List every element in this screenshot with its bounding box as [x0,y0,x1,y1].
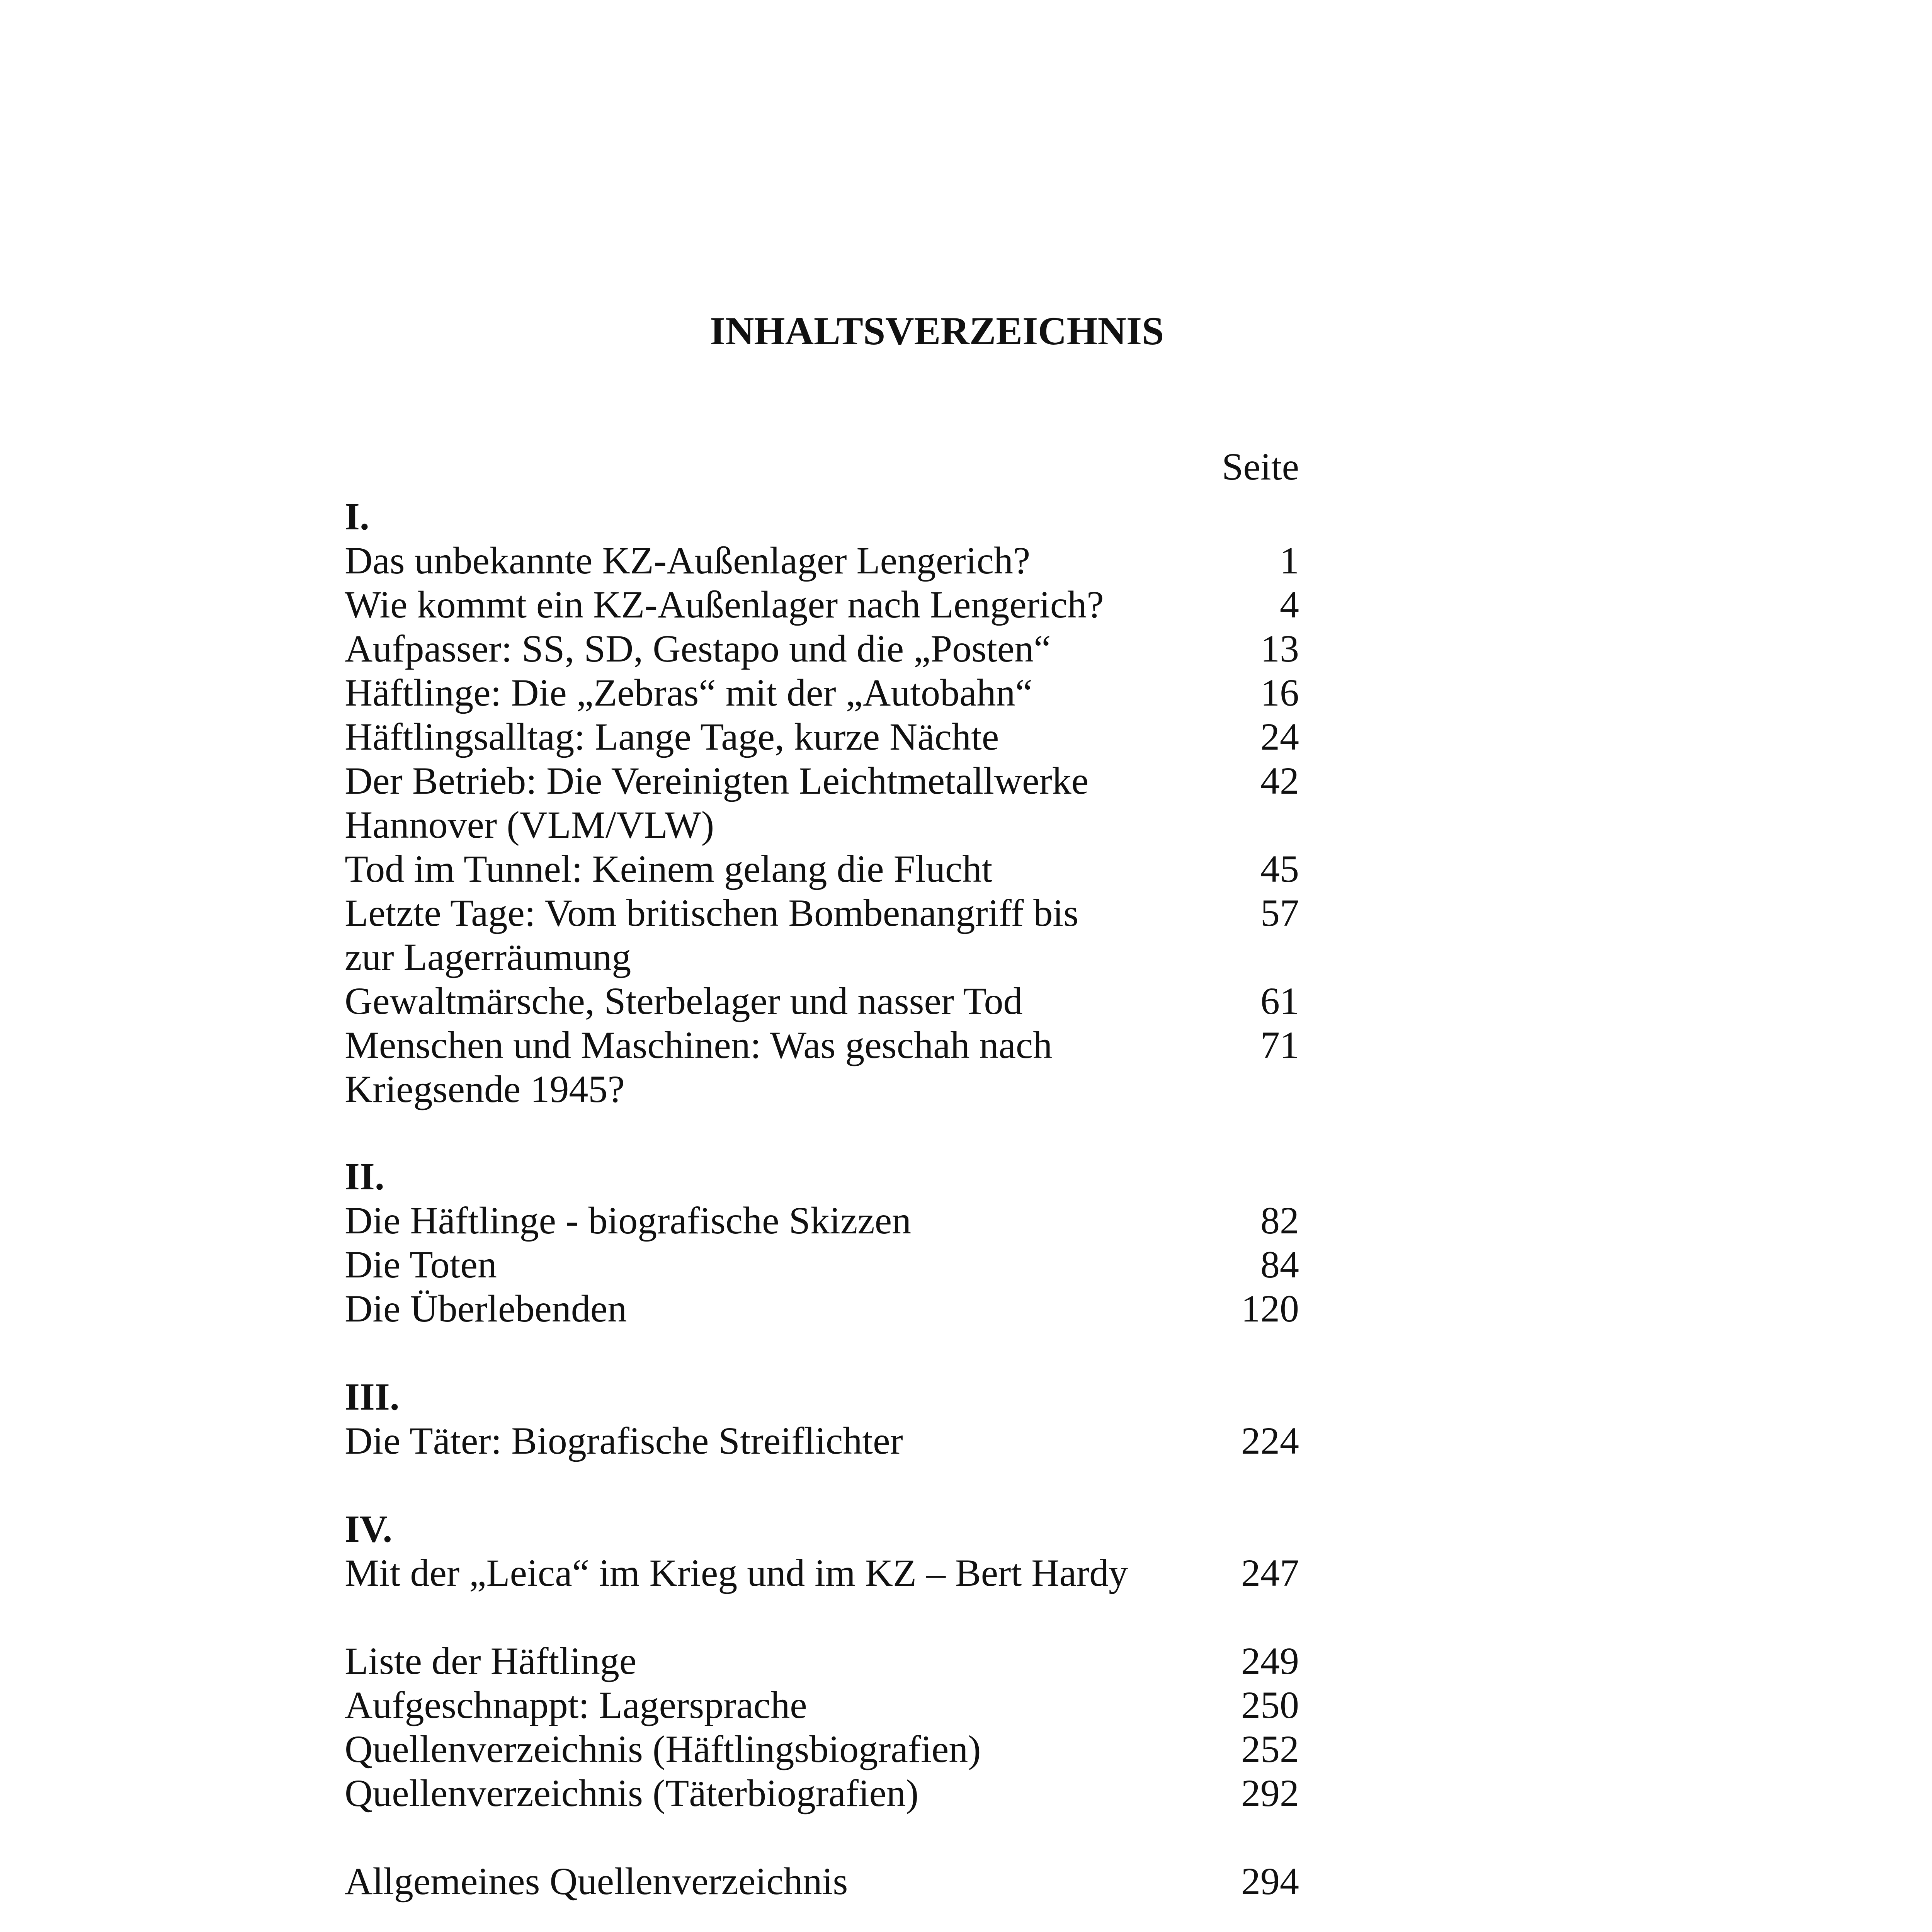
entry-page-number: 224 [1241,1419,1299,1462]
page-column-label: Seite [1222,445,1299,488]
toc-entry[interactable] [345,1023,1299,1111]
entry-page-number: 120 [1241,1287,1299,1330]
entry-title: Allgemeines Quellenverzeichnis [345,1860,848,1903]
entry-title: Aufpasser: SS, SD, Gestapo und die „Posten“ [345,627,1051,670]
entry-title: Quellenverzeichnis (Täterbiografien) [345,1772,919,1815]
toc-entry[interactable] [345,759,1299,847]
section-heading: III. [345,1375,400,1418]
entry-page-number: 294 [1241,1860,1299,1903]
entry-title: Die Täter: Biografische Streiflichter [345,1419,903,1462]
entry-title: Der Betrieb: Die Vereinigten Leichtmetallwerke Hannover (VLM/VLW) [345,759,1089,846]
toc-final-group [345,1859,1299,1903]
entry-title: Quellenverzeichnis (Häftlingsbiografien) [345,1728,981,1770]
toc-appendix-group [345,1639,1299,1815]
toc-entry[interactable] [345,671,1299,715]
entry-title: Die Toten [345,1243,497,1286]
entry-page-number: 252 [1241,1728,1299,1770]
toc-entry[interactable] [345,1859,1299,1903]
entry-title: Aufgeschnappt: Lagersprache [345,1684,807,1726]
entry-title: Liste der Häftlinge [345,1639,637,1682]
entry-title: Mit der „Leica“ im Krieg und im KZ – Bert Hardy [345,1551,1128,1594]
entry-page-number: 1 [1280,539,1299,582]
toc-entry[interactable] [345,847,1299,891]
entry-title: Die Überlebenden [345,1287,627,1330]
entry-page-number: 16 [1260,671,1299,714]
toc-entry[interactable] [345,1243,1299,1287]
toc-entry[interactable] [345,1287,1299,1331]
toc-entry[interactable] [345,1551,1299,1595]
toc-entry[interactable] [345,891,1299,979]
section-heading: IV. [345,1507,393,1550]
toc-entry[interactable] [345,627,1299,671]
toc-entry[interactable] [345,539,1299,583]
entry-title: Das unbekannte KZ-Außenlager Lengerich? [345,539,1031,582]
entry-page-number: 84 [1260,1243,1299,1286]
entry-title: Menschen und Maschinen: Was geschah nach Kriegsende 1945? [345,1024,1053,1111]
entry-title: Die Häftlinge - biografische Skizzen [345,1199,912,1242]
section-heading: II. [345,1155,384,1198]
toc-entry[interactable] [345,715,1299,759]
page-title: INHALTSVERZEICHNIS [710,309,1164,353]
entry-title: Letzte Tage: Vom britischen Bombenangriff bis zur Lagerräumung [345,891,1079,978]
toc-entry[interactable] [345,583,1299,627]
toc-section-3 [345,1375,1299,1463]
entry-page-number: 71 [1260,1024,1299,1066]
toc-entry[interactable] [345,1727,1299,1771]
toc-entry[interactable] [345,1771,1299,1815]
toc-entry[interactable] [345,1199,1299,1243]
toc-entry[interactable] [345,1639,1299,1683]
entry-page-number: 250 [1241,1684,1299,1726]
entry-page-number: 247 [1241,1551,1299,1594]
entry-page-number: 24 [1260,715,1299,758]
entry-title: Wie kommt ein KZ-Außenlager nach Lengerich? [345,583,1104,626]
entry-page-number: 292 [1241,1772,1299,1815]
entry-page-number: 45 [1260,847,1299,890]
entry-title: Tod im Tunnel: Keinem gelang die Flucht [345,847,993,890]
toc-section-4 [345,1507,1299,1595]
entry-page-number: 4 [1280,583,1299,626]
toc-section-1 [345,495,1299,1111]
toc-entry[interactable] [345,1683,1299,1727]
toc-section-2 [345,1155,1299,1331]
entry-title: Häftlinge: Die „Zebras“ mit der „Autobahn“ [345,671,1032,714]
toc-entry[interactable] [345,1419,1299,1463]
entry-page-number: 249 [1241,1639,1299,1682]
entry-title: Häftlingsalltag: Lange Tage, kurze Nächte [345,715,999,758]
entry-page-number: 13 [1260,627,1299,670]
entry-page-number: 82 [1260,1199,1299,1242]
entry-page-number: 57 [1260,891,1299,934]
entry-page-number: 61 [1260,980,1299,1022]
section-heading: I. [345,495,369,538]
entry-title: Gewaltmärsche, Sterbelager und nasser Tod [345,980,1023,1022]
entry-page-number: 42 [1260,759,1299,802]
toc-entry[interactable] [345,979,1299,1023]
